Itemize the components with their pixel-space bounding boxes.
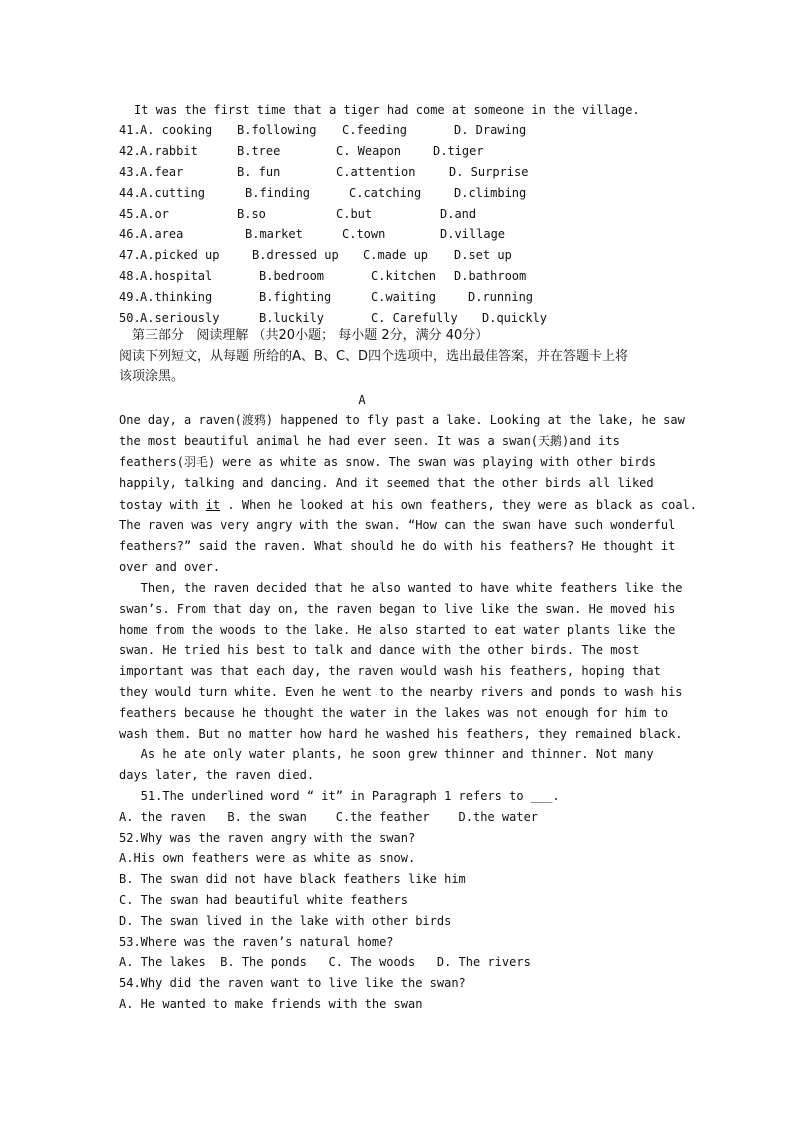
cloze-option-b: B. fun	[237, 165, 281, 179]
instructions-line-1: 阅读下列短文，从每题 所给的A、B、C、D四个选项中，选出最佳答案，并在答题卡上将	[119, 349, 629, 364]
cloze-option-c: C. Weapon	[336, 144, 402, 158]
cloze-question-row	[119, 227, 679, 241]
passage-p1-line-5-start: tostay with	[119, 498, 206, 512]
cloze-option-a: A.hospital	[140, 269, 213, 283]
cloze-option-d: D.and	[440, 207, 477, 221]
cloze-question-number: 49.	[119, 290, 141, 304]
cloze-option-b: B.following	[237, 123, 317, 137]
cloze-option-a: A.cutting	[140, 186, 206, 200]
passage-p2-line-7: feathers because he thought the water in the lakes was not enough for him to	[119, 706, 669, 720]
cloze-option-c: C.feeding	[342, 123, 408, 137]
cloze-option-d: D.village	[440, 227, 506, 241]
cloze-option-c: C.kitchen	[371, 269, 437, 283]
cloze-option-b: B.market	[245, 227, 303, 241]
cloze-option-c: C. Carefully	[371, 311, 458, 325]
passage-p1-line-3: feathers(羽毛) were as white as snow. The swan was playing with other birds	[119, 455, 656, 469]
cloze-option-d: D.set up	[454, 248, 512, 262]
cloze-question-row	[119, 207, 679, 221]
cloze-option-d: D. Drawing	[454, 123, 527, 137]
passage-p2-line-4: swan. He tried his best to talk and dance with the other birds. The most	[119, 643, 640, 657]
cloze-question-row	[119, 123, 679, 137]
passage-p2-line-8: wash them. But no matter how hard he washed his feathers, they remained black.	[119, 727, 683, 741]
question-53-options: A. The lakes B. The ponds C. The woods D. The rivers	[119, 955, 531, 969]
passage-p1-line-2: the most beautiful animal he had ever seen. It was a swan(天鹅)and its	[119, 434, 620, 448]
cloze-question-row	[119, 311, 679, 325]
passage-p2-line-1: Then, the raven decided that he also wanted to have white feathers like the	[119, 581, 683, 595]
cloze-question-number: 48.	[119, 269, 141, 283]
cloze-question-number: 41.	[119, 123, 141, 137]
cloze-option-a: A. cooking	[140, 123, 213, 137]
cloze-option-d: D.running	[468, 290, 534, 304]
intro-line: It was the first time that a tiger had come at someone in the village.	[134, 103, 640, 117]
instructions-line-2: 该项涂黑。	[119, 369, 185, 384]
passage-p1-line-1: One day, a raven(渡鸦) happened to fly past a lake. Looking at the lake, he saw	[119, 413, 685, 427]
question-51-options: A. the raven B. the swan C.the feather D.the water	[119, 810, 539, 824]
cloze-option-b: B.so	[237, 207, 266, 221]
passage-p2-line-6: they would turn white. Even he went to the nearby rivers and ponds to wash his	[119, 685, 683, 699]
cloze-question-row	[119, 290, 679, 304]
cloze-option-d: D.tiger	[433, 144, 484, 158]
cloze-question-number: 43.	[119, 165, 141, 179]
question-53: 53.Where was the raven’s natural home?	[119, 935, 394, 949]
cloze-option-a: A.seriously	[140, 311, 220, 325]
cloze-option-d: D.quickly	[482, 311, 548, 325]
cloze-option-b: B.dressed up	[252, 248, 339, 262]
cloze-option-b: B.fighting	[259, 290, 332, 304]
cloze-question-number: 42.	[119, 144, 141, 158]
passage-label: A	[358, 393, 366, 407]
cloze-option-a: A.picked up	[140, 248, 220, 262]
cloze-option-a: A.or	[140, 207, 169, 221]
underlined-word: it	[205, 498, 221, 512]
question-52: 52.Why was the raven angry with the swan?	[119, 831, 416, 845]
question-54-option-a: A. He wanted to make friends with the swan	[119, 997, 423, 1011]
passage-p3-line-2: days later, the raven died.	[119, 768, 315, 782]
cloze-option-d: D. Surprise	[449, 165, 529, 179]
question-52-option-b: B. The swan did not have black feathers like him	[119, 872, 466, 886]
cloze-option-c: C.catching	[349, 186, 422, 200]
cloze-option-d: D.bathroom	[454, 269, 527, 283]
question-52-option-c: C. The swan had beautiful white feathers	[119, 893, 408, 907]
cloze-option-a: A.area	[140, 227, 184, 241]
passage-p1-line-8: over and over.	[119, 560, 221, 574]
cloze-option-c: C.town	[342, 227, 386, 241]
cloze-option-c: C.made up	[363, 248, 429, 262]
cloze-question-row	[119, 144, 679, 158]
cloze-question-row	[119, 165, 679, 179]
cloze-option-a: A.rabbit	[140, 144, 198, 158]
passage-p1-line-4: happily, talking and dancing. And it seemed that the other birds all liked	[119, 476, 654, 490]
passage-p1-line-7: feathers?” said the raven. What should he do with his feathers? He thought it	[119, 539, 676, 553]
cloze-option-c: C.attention	[336, 165, 416, 179]
question-51: 51.The underlined word “ it” in Paragraph 1 refers to ___.	[119, 789, 560, 803]
question-54: 54.Why did the raven want to live like the swan?	[119, 976, 466, 990]
cloze-option-b: B.finding	[245, 186, 311, 200]
question-52-option-d: D. The swan lived in the lake with other birds	[119, 914, 452, 928]
section-title: 第三部分 阅读理解 （共20小题； 每小题 2分，满分 40分）	[132, 328, 489, 343]
cloze-option-b: B.luckily	[259, 311, 325, 325]
passage-p2-line-2: swan’s. From that day on, the raven began to live like the swan. He moved his	[119, 602, 676, 616]
cloze-option-c: C.but	[336, 207, 373, 221]
passage-p3-line-1: As he ate only water plants, he soon grew thinner and thinner. Not many	[119, 747, 654, 761]
cloze-question-row	[119, 269, 679, 283]
passage-p1-line-5	[119, 498, 697, 512]
cloze-question-number: 50.	[119, 311, 141, 325]
cloze-option-c: C.waiting	[371, 290, 437, 304]
cloze-option-d: D.climbing	[454, 186, 527, 200]
passage-p2-line-5: important was that each day, the raven would wash his feathers, hoping that	[119, 664, 661, 678]
cloze-option-a: A.fear	[140, 165, 184, 179]
cloze-option-b: B.tree	[237, 144, 281, 158]
passage-p1-line-5-end: . When he looked at his own feathers, they were as black as coal.	[227, 498, 697, 512]
cloze-question-number: 45.	[119, 207, 141, 221]
passage-p1-line-6: The raven was very angry with the swan. “How can the swan have such wonderful	[119, 518, 676, 532]
cloze-question-number: 44.	[119, 186, 141, 200]
cloze-question-number: 47.	[119, 248, 141, 262]
cloze-question-number: 46.	[119, 227, 141, 241]
question-52-option-a: A.His own feathers were as white as snow.	[119, 851, 416, 865]
passage-p2-line-3: home from the woods to the lake. He also started to eat water plants like the	[119, 623, 676, 637]
cloze-option-a: A.thinking	[140, 290, 213, 304]
cloze-option-b: B.bedroom	[259, 269, 325, 283]
cloze-question-row	[119, 186, 679, 200]
cloze-question-row	[119, 248, 679, 262]
